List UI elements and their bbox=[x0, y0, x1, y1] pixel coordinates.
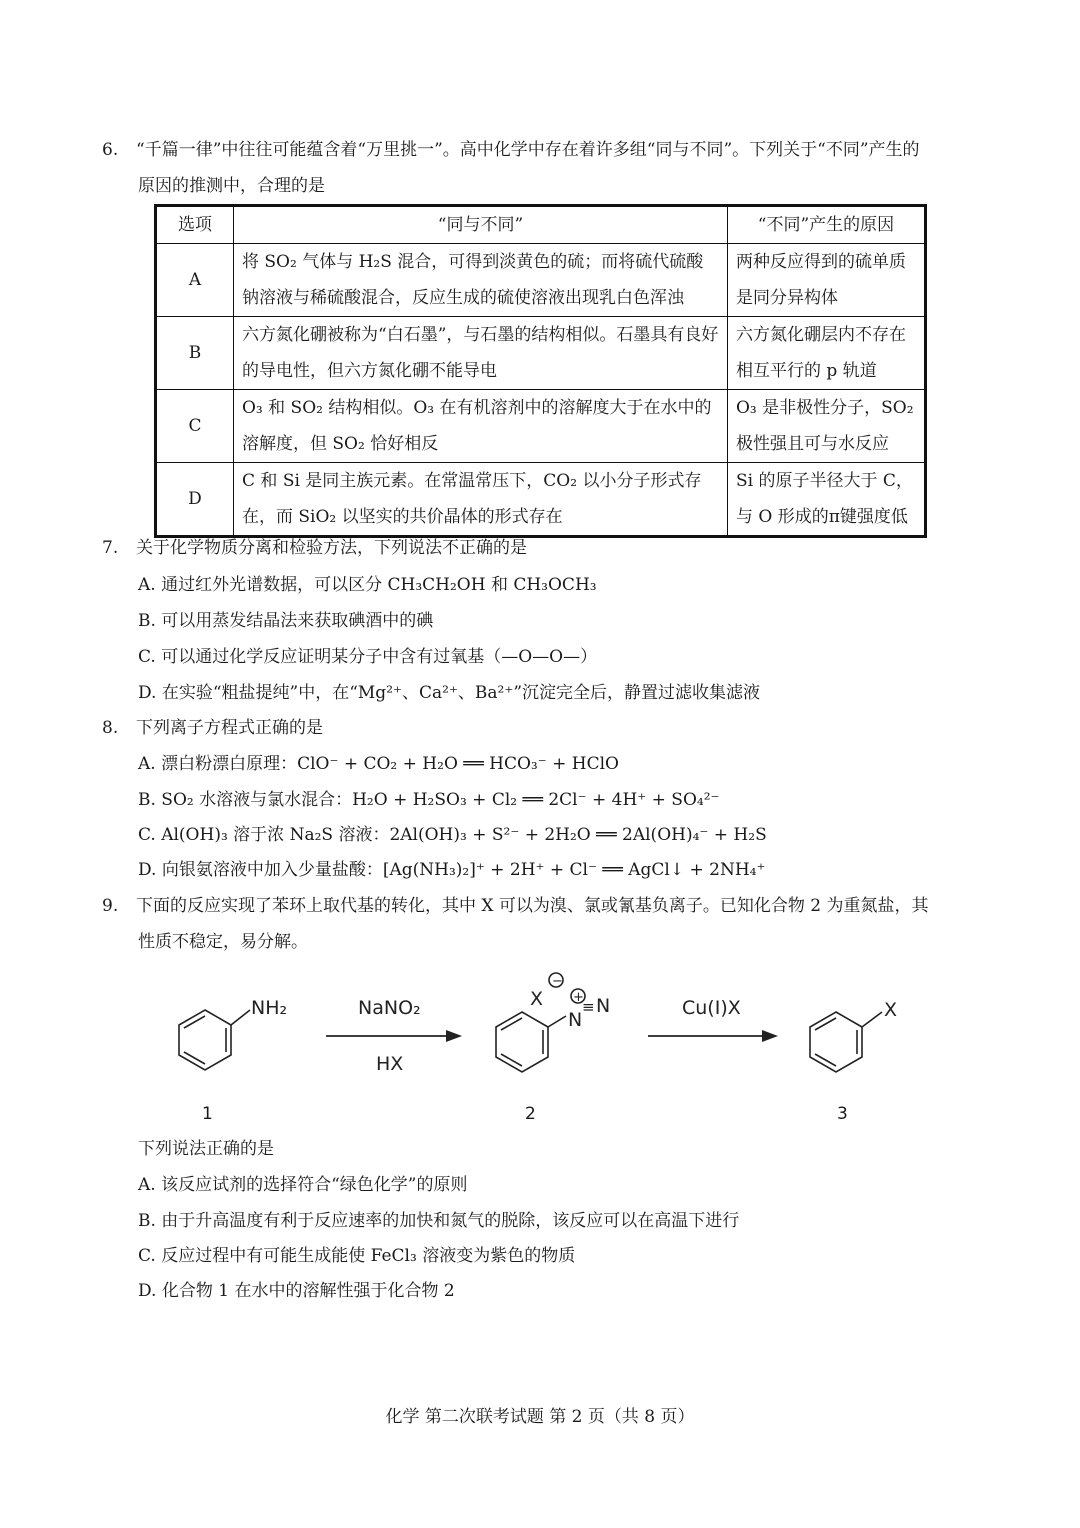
table-cell-reason: Si 的原子半径大于 C，与 O 形成的π键强度低 bbox=[728, 463, 926, 537]
table-cell-text: 将 SO₂ 气体与 H₂S 混合，可得到淡黄色的硫；而将硫代硫酸钠溶液与稀硫酸混合，反应生成的硫使溶液出现乳白色浑浊 bbox=[234, 244, 728, 317]
question-6 bbox=[102, 132, 982, 204]
table-header-row bbox=[156, 206, 926, 244]
compound-1-label: 1 bbox=[202, 1104, 213, 1124]
question-7-option-c: C. 可以通过化学反应证明某分子中含有过氧基（—O—O—） bbox=[138, 647, 598, 667]
table-cell-reason: 两种反应得到的硫单质是同分异构体 bbox=[728, 244, 926, 317]
table-row bbox=[156, 317, 926, 390]
question-8-option-b: B. SO₂ 水溶液与氯水混合：H₂O + H₂SO₃ + Cl₂ ══ 2Cl⁻ + 4H⁺ + SO₄²⁻ bbox=[138, 790, 720, 810]
question-7-emphasis: 不正确 bbox=[442, 538, 493, 558]
question-6-table bbox=[154, 204, 927, 538]
table-cell-reason: O₃ 是非极性分子，SO₂ 极性强且可与水反应 bbox=[728, 390, 926, 463]
table-cell-text: O₃ 和 SO₂ 结构相似。O₃ 在有机溶剂中的溶解度大于在水中的溶解度，但 SO₂ 恰好相反 bbox=[234, 390, 728, 463]
table-header-reason: “不同”产生的原因 bbox=[728, 206, 926, 244]
reaction-arrow-2-head bbox=[762, 1030, 778, 1042]
question-7-stem-pre: 关于化学物质分离和检验方法，下列说法 bbox=[136, 538, 442, 558]
table-cell-option: B bbox=[156, 317, 234, 390]
table-cell-option: A bbox=[156, 244, 234, 317]
question-7-number: 7. bbox=[102, 538, 119, 558]
page-footer: 化学 第二次联考试题 第 2 页（共 8 页） bbox=[385, 1407, 695, 1427]
question-9-sub-stem: 下列说法正确的是 bbox=[138, 1139, 274, 1159]
diazo-n2-label: N bbox=[596, 995, 611, 1017]
question-9-option-c: C. 反应过程中有可能生成能使 FeCl₃ 溶液变为紫色的物质 bbox=[138, 1246, 576, 1266]
question-6-stem-line2: 原因的推测中，合理的是 bbox=[138, 176, 325, 196]
product-x-label: X bbox=[884, 999, 898, 1021]
question-7-option-b: B. 可以用蒸发结晶法来获取碘酒中的碘 bbox=[138, 611, 434, 631]
question-9 bbox=[102, 888, 982, 960]
question-9-number: 9. bbox=[102, 896, 119, 916]
table-cell-option: C bbox=[156, 390, 234, 463]
question-9-stem-line1: 下面的反应实现了苯环上取代基的转化，其中 X 可以为溴、氯或氰基负离子。已知化合物 2 为重氮盐，其 bbox=[136, 896, 929, 916]
question-8-stem: 下列离子方程式正确的是 bbox=[136, 718, 323, 738]
question-9-option-d: D. 化合物 1 在水中的溶解性强于化合物 2 bbox=[138, 1281, 455, 1301]
question-6-stem-line1: “千篇一律”中往往可能蕴含着“万里挑一”。高中化学中存在着许多组“同与不同”。下列关于“不同”产生的 bbox=[136, 140, 920, 160]
question-9-stem-line2: 性质不稳定，易分解。 bbox=[138, 932, 308, 952]
table-cell-option: D bbox=[156, 463, 234, 537]
question-7 bbox=[102, 530, 982, 566]
question-8-number: 8. bbox=[102, 718, 119, 738]
table-row bbox=[156, 244, 926, 317]
question-8-option-c: C. Al(OH)₃ 溶于浓 Na₂S 溶液：2Al(OH)₃ + S²⁻ + 2H₂O ══ 2Al(OH)₄⁻ + H₂S bbox=[138, 825, 767, 845]
minus-sign: − bbox=[552, 974, 563, 989]
table-cell-text: 六方氮化硼被称为“白石墨”，与石墨的结构相似。石墨具有良好的导电性，但六方氮化硼不能导电 bbox=[234, 317, 728, 390]
benzene-ring-1 bbox=[179, 1010, 231, 1070]
question-6-number: 6. bbox=[102, 140, 119, 160]
question-9-option-b: B. 由于升高温度有利于反应速率的加快和氮气的脱除，该反应可以在高温下进行 bbox=[138, 1211, 740, 1231]
question-7-option-d: D. 在实验“粗盐提纯”中，在“Mg²⁺、Ca²⁺、Ba²⁺”沉淀完全后，静置过滤收集滤液 bbox=[138, 683, 761, 703]
table-row bbox=[156, 390, 926, 463]
table-cell-reason: 六方氮化硼层内不存在相互平行的 p 轨道 bbox=[728, 317, 926, 390]
table-header-option: 选项 bbox=[156, 206, 234, 244]
table-header-same-different: “同与不同” bbox=[234, 206, 728, 244]
triple-bond-label: ≡ bbox=[582, 998, 595, 1016]
question-8-option-a: A. 漂白粉漂白原理：ClO⁻ + CO₂ + H₂O ══ HCO₃⁻ + HClO bbox=[138, 754, 619, 774]
table-cell-text: C 和 Si 是同主族元素。在常温常压下，CO₂ 以小分子形式存在，而 SiO₂ 以坚实的共价晶体的形式存在 bbox=[234, 463, 728, 537]
compound-2-label: 2 bbox=[525, 1104, 536, 1124]
reaction-arrow-1-head bbox=[446, 1030, 462, 1042]
reagent-2-top: Cu(I)X bbox=[682, 997, 741, 1019]
benzene-ring-3 bbox=[810, 1012, 862, 1072]
diazo-n1-label: N bbox=[568, 1009, 583, 1031]
amino-group-label: NH₂ bbox=[251, 997, 288, 1019]
question-7-stem-post: 的是 bbox=[493, 538, 527, 558]
plus-sign: + bbox=[573, 990, 584, 1005]
reagent-1-bottom: HX bbox=[376, 1053, 404, 1075]
question-9-option-a: A. 该反应试剂的选择符合“绿色化学”的原则 bbox=[138, 1175, 468, 1195]
question-7-stem bbox=[136, 538, 527, 558]
compound-3-label: 3 bbox=[837, 1104, 848, 1124]
reagent-1-top: NaNO₂ bbox=[358, 997, 421, 1019]
question-7-option-a: A. 通过红外光谱数据，可以区分 CH₃CH₂OH 和 CH₃OCH₃ bbox=[138, 575, 597, 595]
table-row bbox=[156, 463, 926, 537]
question-8 bbox=[102, 710, 982, 746]
benzene-ring-2 bbox=[496, 1012, 548, 1072]
question-8-option-d: D. 向银氨溶液中加入少量盐酸：[Ag(NH₃)₂]⁺ + 2H⁺ + Cl⁻ ══ AgCl↓ + 2NH₄⁺ bbox=[138, 860, 766, 880]
reaction-scheme bbox=[150, 960, 930, 1130]
x-anion-label: X bbox=[530, 988, 544, 1010]
